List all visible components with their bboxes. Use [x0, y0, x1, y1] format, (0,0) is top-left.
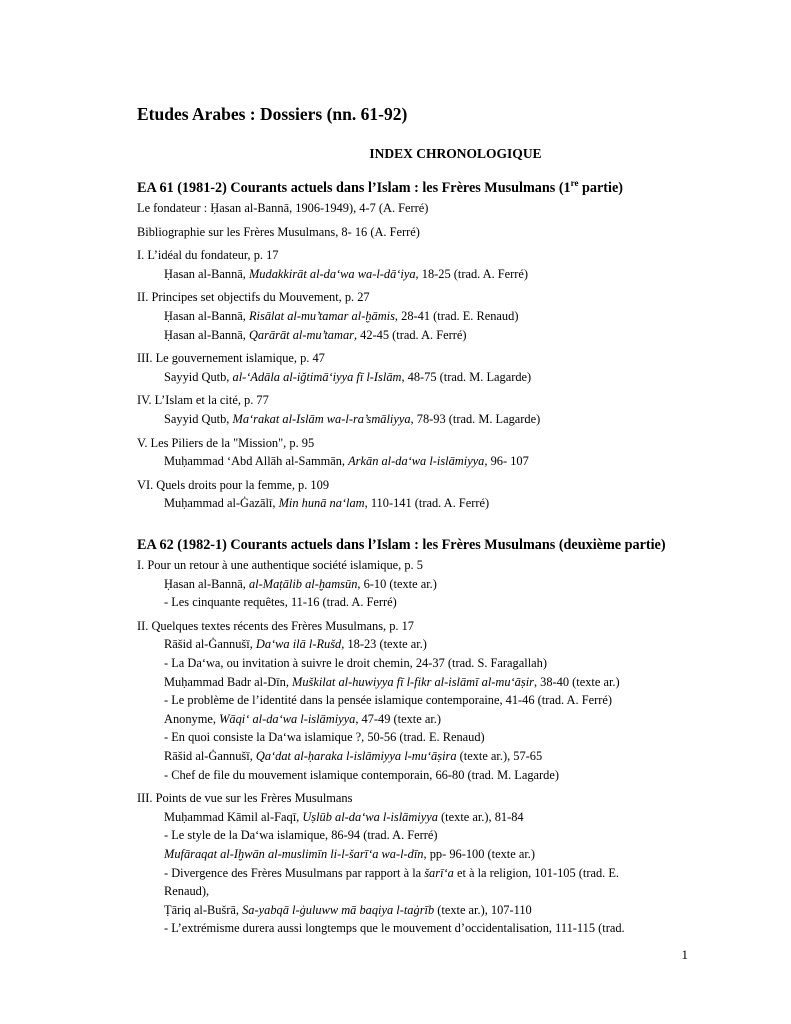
entry-line: Ḥasan al-Bannā, Mudakkirāt al-da‘wa wa-l-dā‘iya, 18-25 (trad. A. Ferré) [164, 266, 529, 281]
entry-line: Anonyme, Wāqi‘ al-da‘wa l-islāmiyya, 47-49 (texte ar.) [164, 711, 442, 726]
page-number: 1 [681, 947, 688, 962]
section-heading: EA 61 (1981-2) Courants actuels dans l’Islam : les Frères Musulmans (1re partie) [137, 178, 623, 196]
entry-line: Renaud), [164, 884, 210, 899]
entry-line: - L’extrémisme durera aussi longtemps que le mouvement d’occidentalisation, 111-115 (trad. [164, 921, 625, 936]
entry-line: Muḥammad al-Ġazālī, Min hunā na‘lam, 110-141 (trad. A. Ferré) [164, 496, 490, 511]
subsection-title: VI. Quels droits pour la femme, p. 109 [137, 477, 330, 492]
section-heading: EA 62 (1982-1) Courants actuels dans l’Islam : les Frères Musulmans (deuxième partie) [137, 537, 666, 553]
entry-line: Le fondateur : Ḥasan al-Bannā, 1906-1949), 4-7 (A. Ferré) [137, 201, 429, 215]
entry-line: Ḥasan al-Bannā, al-Maṭālib al-ḫamsūn, 6-10 (texte ar.) [164, 576, 437, 591]
entry-line: Rāšid al-Ġannušī, Qa‘dat al-ḥaraka l-islāmiyya l-mu‘āṣira (texte ar.), 57-65 [164, 748, 543, 763]
entry-line: - En quoi consiste la Da‘wa islamique ?, 50-56 (trad. E. Renaud) [164, 730, 485, 745]
entry-line: Ḥasan al-Bannā, Qarārāt al-mu’tamar, 42-45 (trad. A. Ferré) [164, 327, 467, 342]
entry-line: Bibliographie sur les Frères Musulmans, 8- 16 (A. Ferré) [137, 224, 420, 239]
section-ea61 [137, 178, 737, 513]
subsection-title: II. Principes set objectifs du Mouvement, p. 27 [137, 290, 370, 305]
entry-line: - Les cinquante requêtes, 11-16 (trad. A. Ferré) [164, 595, 397, 610]
entry-line: Ḥasan al-Bannā, Risālat al-mu’tamar al-ḫāmis, 28-41 (trad. E. Renaud) [164, 308, 519, 323]
entry-line: Rāšid al-Ġannušī, Da‘wa ilā l-Rušd, 18-23 (texte ar.) [164, 637, 427, 652]
entry-line: - Le problème de l’identité dans la pensée islamique contemporaine, 41-46 (trad. A. Ferré) [164, 693, 612, 708]
entry-line: Muḥammad ‘Abd Allāh al-Sammān, Arkān al-da‘wa l-islāmiyya, 96- 107 [164, 454, 529, 469]
entry-line: - Chef de file du mouvement islamique contemporain, 66-80 (trad. M. Lagarde) [164, 767, 559, 782]
entry-line: Sayyid Qutb, al-‘Adāla al-iğtimā‘iyya fī l-Islām, 48-75 (trad. M. Lagarde) [164, 369, 532, 384]
subsection-title: III. Points de vue sur les Frères Musulmans [137, 791, 353, 806]
subsection-title: II. Quelques textes récents des Frères Musulmans, p. 17 [137, 618, 415, 633]
entry-line: Ṭāriq al-Bušrā, Sa-yabqā l-ġuluww mā baqiya l-taġrīb (texte ar.), 107-110 [164, 902, 532, 917]
document-title: Etudes Arabes : Dossiers (nn. 61-92) [137, 104, 408, 124]
entry-line: Muḥammad Kāmil al-Faqī, Uṣlūb al-da‘wa l-islāmiyya (texte ar.), 81-84 [164, 809, 524, 824]
subsection-title: I. Pour un retour à une authentique société islamique, p. 5 [137, 558, 423, 572]
subsection-title: III. Le gouvernement islamique, p. 47 [137, 351, 325, 366]
subsection-title: IV. L’Islam et la cité, p. 77 [137, 393, 269, 408]
entry-line: Mufāraqat al-Iḫwān al-muslimīn li-l-šarī‘a wa-l-dīn, pp- 96-100 (texte ar.) [164, 846, 535, 861]
entry-line: - Divergence des Frères Musulmans par rapport à la šarī‘a et à la religion, 101-105 (trad. E. [164, 865, 619, 880]
subsection-title: I. L’idéal du fondateur, p. 17 [137, 248, 279, 263]
entry-line: Sayyid Qutb, Ma‘rakat al-Islām wa-l-ra’smāliyya, 78-93 (trad. M. Lagarde) [164, 411, 541, 426]
section-ea62 [137, 535, 737, 938]
subsection-title: V. Les Piliers de la "Mission", p. 95 [137, 435, 315, 450]
index-heading: INDEX CHRONOLOGIQUE [369, 146, 542, 161]
entry-line: - La Da‘wa, ou invitation à suivre le droit chemin, 24-37 (trad. S. Faragallah) [164, 655, 547, 670]
entry-line: - Le style de la Da‘wa islamique, 86-94 (trad. A. Ferré) [164, 828, 438, 843]
entry-line: Muḥammad Badr al-Dīn, Muškilat al-huwiyya fī l-fikr al-islāmī al-mu‘āṣir, 38-40 (texte ar.) [164, 674, 620, 689]
